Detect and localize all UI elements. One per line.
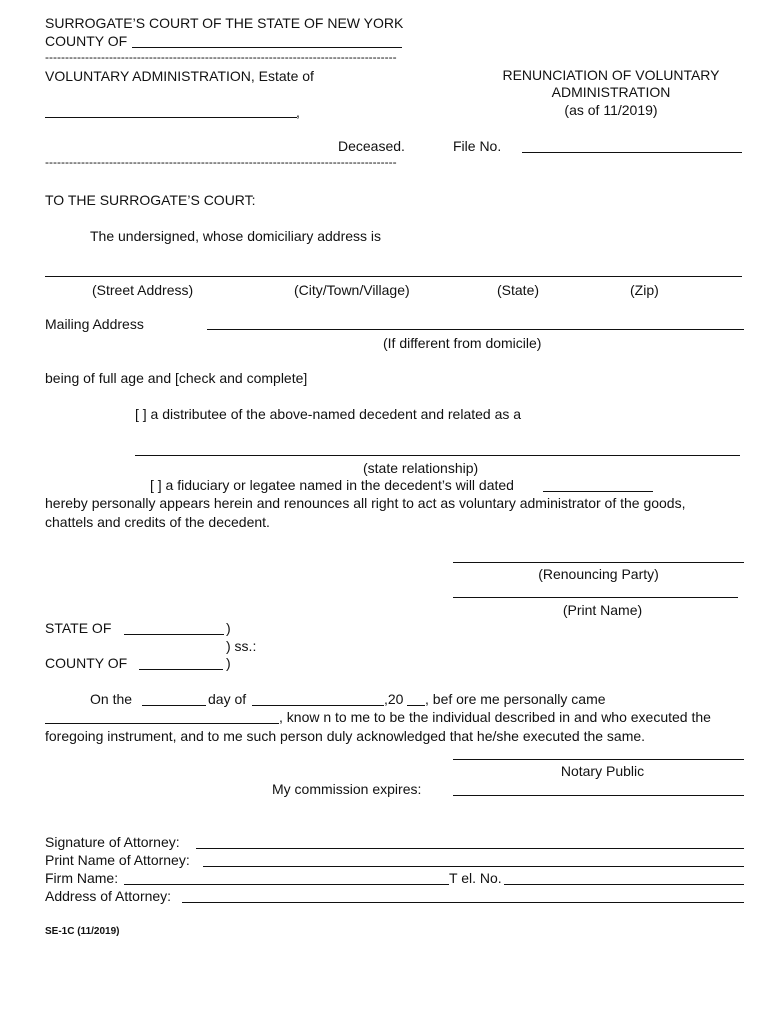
street-address-label: (Street Address) [92,282,194,298]
renouncing-party-label: (Renouncing Party) [538,566,659,582]
renounce-text-line2: chattels and credits of the decedent. [45,514,270,530]
foregoing-text: foregoing instrument, and to me such person duly acknowledged that he/she executed the same. [45,728,646,744]
domicile-address-field[interactable] [45,276,742,277]
to-court-heading: TO THE SURROGATE’S COURT: [45,192,256,208]
relationship-field[interactable] [135,455,740,456]
estate-label: VOLUNTARY ADMINISTRATION, Estate of [45,68,314,84]
mailing-address-label: Mailing Address [45,316,144,332]
deceased-label: Deceased. [338,138,405,154]
file-no-field[interactable] [522,152,742,153]
attorney-address-field[interactable] [182,902,744,903]
decedent-comma: , [296,104,300,120]
firm-name-label: Firm Name: [45,870,119,886]
attorney-print-name-label: Print Name of Attorney: [45,852,190,868]
firm-name-field[interactable] [124,884,449,885]
day-field[interactable] [142,705,206,706]
state-label: (State) [497,282,540,298]
notary-state-paren: ) [226,620,231,636]
print-name-label: (Print Name) [562,602,643,618]
fiduciary-option[interactable]: [ ] a fiduciary or legatee named in the decedent’s will dated [150,477,514,493]
attorney-address-label: Address of Attorney: [45,888,172,904]
notary-county-paren: ) [226,655,231,671]
file-no-label: File No. [453,138,502,154]
form-title-line1: RENUNCIATION OF VOLUNTARY [502,67,720,83]
relationship-label: (state relationship) [363,460,479,476]
dash-rule-top: ---------------------------------------------------------------------------------------- [45,52,397,62]
county-field[interactable] [132,47,402,48]
appearing-person-field[interactable] [45,723,279,724]
mailing-address-field[interactable] [207,329,744,330]
notary-state-label: STATE OF [45,620,112,636]
commission-field[interactable] [453,795,744,796]
zip-label: (Zip) [630,282,659,298]
print-name-field[interactable] [453,597,738,598]
notary-state-field[interactable] [124,634,224,635]
notary-ss: ) ss.: [226,638,257,654]
before-me-text: , bef ore me personally came [425,691,606,707]
year-prefix: ,20 [384,691,404,707]
on-the-text: On the [90,691,133,707]
county-label: COUNTY OF [45,33,128,49]
notary-county-label: COUNTY OF [45,655,128,671]
distributee-option[interactable]: [ ] a distributee of the above-named decedent and related as a [135,406,522,422]
tel-field[interactable] [504,884,744,885]
month-field[interactable] [252,705,384,706]
tel-label: T el. No. [449,870,502,886]
undersigned-text: The undersigned, whose domiciliary address is [90,228,382,244]
will-date-field[interactable] [543,491,653,492]
day-of-text: day of [208,691,247,707]
renounce-text-line1: hereby personally appears herein and renounces all right to act as voluntary administrator of the goods, [45,495,686,511]
attorney-signature-field[interactable] [196,848,744,849]
year-field[interactable] [407,705,425,706]
form-id: SE-1C (11/2019) [45,926,120,937]
court-heading: SURROGATE’S COURT OF THE STATE OF NEW YORK [45,15,404,31]
city-label: (City/Town/Village) [294,282,410,298]
notary-county-field[interactable] [139,669,223,670]
renouncing-party-signature-field[interactable] [453,562,744,563]
known-to-me-text: , know n to me to be the individual described in and who executed the [279,709,711,725]
notary-public-label: Notary Public [560,763,645,779]
decedent-name-field[interactable] [45,117,297,118]
full-age-text: being of full age and [check and complete] [45,370,308,386]
notary-signature-field[interactable] [453,759,744,760]
attorney-print-name-field[interactable] [203,866,744,867]
form-title-line2: ADMINISTRATION [551,84,671,100]
form-title-date: (as of 11/2019) [564,102,658,118]
dash-rule-bottom: ---------------------------------------------------------------------------------------- [45,157,397,167]
attorney-signature-label: Signature of Attorney: [45,834,180,850]
commission-label: My commission expires: [272,781,422,797]
mailing-note: (If different from domicile) [383,335,542,351]
